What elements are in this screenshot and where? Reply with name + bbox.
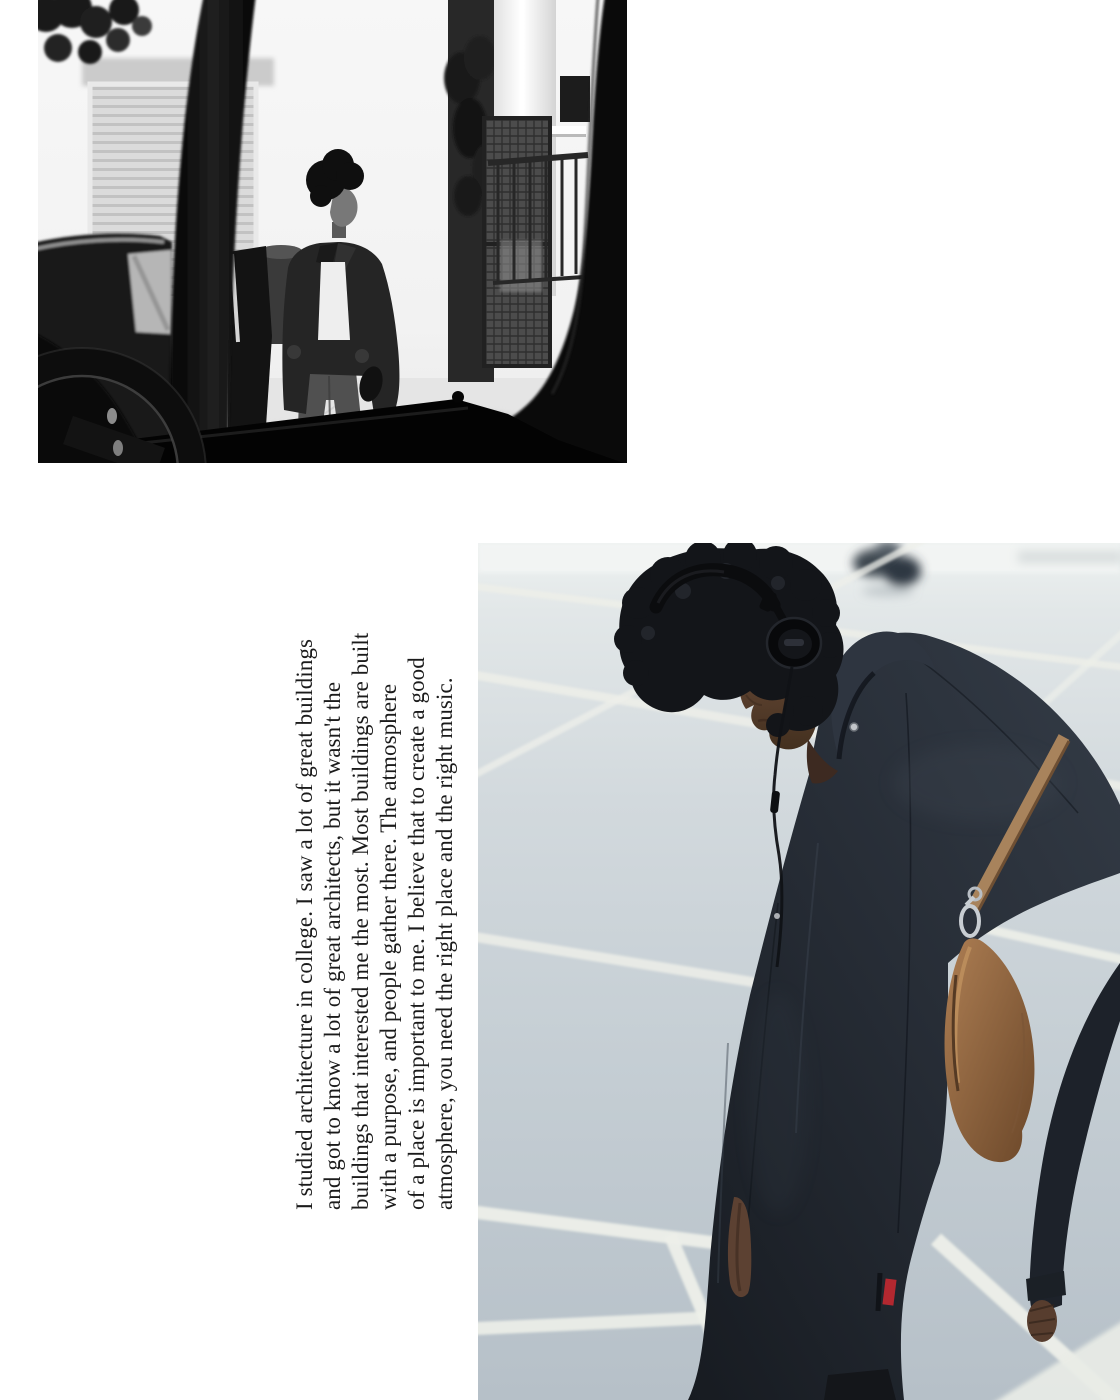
quote-line: atmosphere, you need the right place and the right music. xyxy=(432,677,457,1210)
quote-line: buildings that interested me the most. Most buildings are built xyxy=(348,632,373,1210)
sill-knob xyxy=(452,391,464,403)
distant-smudge xyxy=(1018,551,1120,563)
metal-gate xyxy=(484,118,550,366)
upper-window xyxy=(560,76,590,122)
coat-fold-light xyxy=(748,993,808,1213)
color-photo-canvas xyxy=(478,543,1120,1400)
chest-button xyxy=(774,913,780,919)
parked-car-rear xyxy=(228,246,272,434)
white-shirt xyxy=(318,262,350,340)
quote-line: with a purpose, and people gather there. The atmosphere xyxy=(376,683,401,1210)
quote-line: I studied architecture in college. I saw a lot of great buildings xyxy=(292,638,317,1210)
vent-slit xyxy=(878,1273,880,1311)
photo-headphones-parking-lot xyxy=(478,543,1120,1400)
pull-quote xyxy=(291,550,459,1210)
hand-right xyxy=(355,349,369,363)
photo-bw-car-window xyxy=(38,0,627,463)
cup-logo xyxy=(784,639,804,646)
collar-snap-button xyxy=(850,723,858,731)
quote-line: of a place is important to me. I believe that to create a good xyxy=(404,657,429,1210)
hand-left xyxy=(287,345,301,359)
quote-line: and got to know a lot of great architects, but it wasn't the xyxy=(320,681,345,1210)
bw-photo-canvas xyxy=(38,0,627,463)
